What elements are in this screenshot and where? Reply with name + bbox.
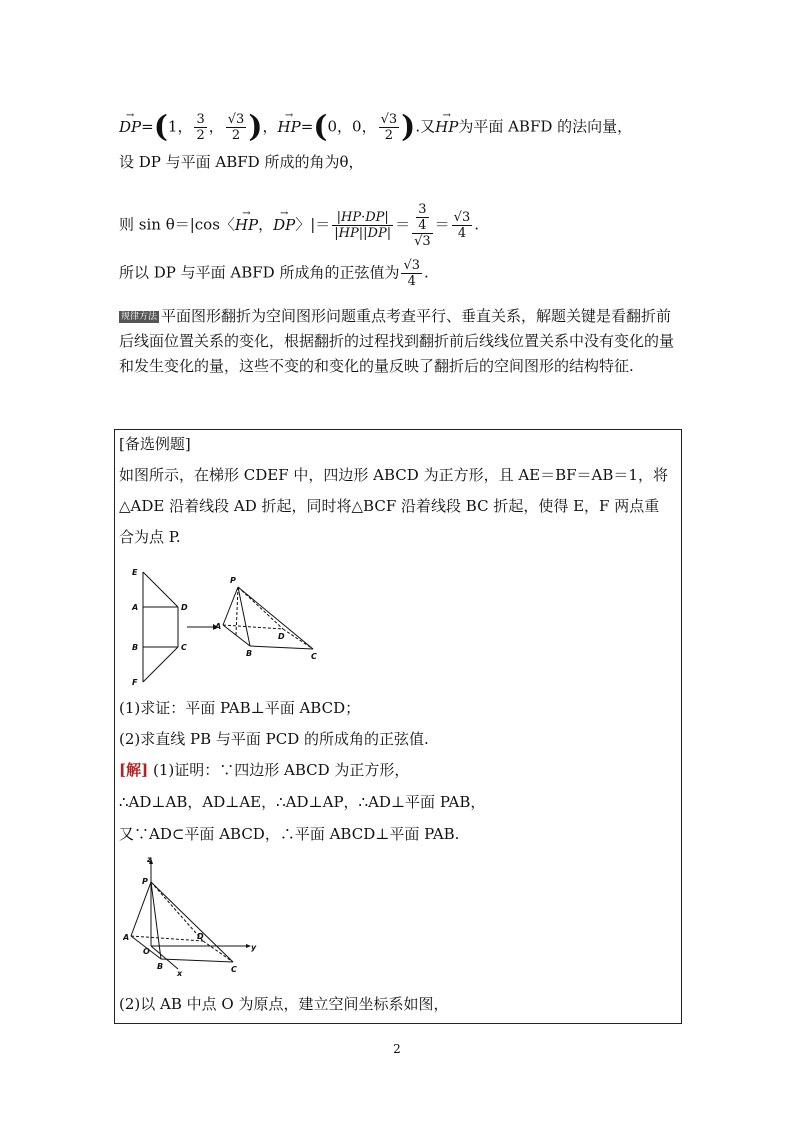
svg-text:A: A	[123, 933, 130, 942]
solution-line-4: (2)以 AB 中点 O 为原点，建立空间坐标系如图，	[119, 995, 449, 1013]
solution-line-3: 又∵AD⊂平面 ABCD，∴平面 ABCD⊥平面 PAB.	[119, 825, 460, 843]
svg-text:B: B	[246, 649, 253, 658]
svg-text:B: B	[157, 962, 164, 971]
svg-text:D: D	[197, 932, 204, 941]
comment-text: 平面图形翻折为空间图形问题重点考查平行、垂直关系，解题关键是看翻折前后线面位置关系的变化，根据翻折的过程找到翻折前后线线位置关系中没有变化的量和发生变化的量，这些不变的和变化的量反映了翻折后的空间图形的结构特征.	[119, 307, 675, 375]
svg-text:x: x	[177, 969, 183, 978]
fraction: $\frac{√3}{2}$	[380, 112, 398, 143]
problem-text-1: 如图所示，在梯形 CDEF 中，四边形 ABCD 为正方形，且 AE＝BF＝AB＝1，将	[119, 466, 668, 484]
vector-dp: → DP	[119, 117, 141, 137]
vector-hp-2: → HP	[435, 117, 458, 137]
svg-text:C: C	[311, 652, 317, 661]
question-1: (1)求证：平面 PAB⊥平面 ABCD；	[119, 699, 361, 717]
svg-text:D: D	[278, 632, 285, 641]
solution-line-2: ∴AD⊥AB，AD⊥AE，∴AD⊥AP，∴AD⊥平面 PAB，	[119, 793, 486, 811]
folding-figure	[123, 567, 343, 687]
svg-text:A: A	[215, 622, 222, 631]
svg-text:P: P	[230, 576, 236, 585]
label-e: E	[132, 568, 138, 577]
angle-definition-line: 设 DP 与平面 ABFD 所成的角为θ，	[119, 153, 364, 171]
svg-text:A: A	[132, 603, 139, 612]
page-number: 2	[393, 1042, 401, 1056]
solution-line-1: [解] (1)证明：∵四边形 ABCD 为正方形，	[119, 761, 410, 779]
problem-text-3: 合为点 P.	[119, 528, 181, 546]
fraction: $\frac{3}{2}$	[196, 112, 205, 143]
fraction: $\frac{√3}{4}$	[403, 258, 421, 289]
comment-tag: 规律方法	[121, 312, 158, 322]
problem-text-2: △ADE 沿着线段 AD 折起，同时将△BCF 沿着线段 BC 折起，使得 E，F 两点重	[119, 497, 660, 515]
svg-text:D: D	[181, 603, 188, 612]
conclusion-line: 所以 DP 与平面 ABFD 所成角的正弦值为 $\frac{√3}{4}$ .	[119, 258, 429, 289]
question-2: (2)求直线 PB 与平面 PCD 的所成角的正弦值.	[119, 730, 429, 748]
example-title: [备选例题]	[119, 435, 191, 453]
svg-text:F: F	[132, 678, 138, 687]
vector-line: → DP=(1， $\frac{3}{2}$ ， $\frac{√3}{2}$ )，→ HP=(0，0， $\frac{√3}{2}$ ).又→ HP为平面 ABFD 的法向量，	[119, 112, 632, 143]
svg-text:C: C	[231, 965, 237, 974]
svg-text:O: O	[143, 947, 150, 956]
coordinate-figure	[123, 854, 273, 984]
svg-text:z: z	[147, 855, 152, 864]
svg-text:P: P	[142, 877, 148, 886]
fraction-main: $\frac{|HP\cdot DP|}{|HP||DP|}$	[334, 210, 392, 241]
solution-tag: [解]	[119, 761, 149, 779]
sine-formula-line: 则 sin θ＝|cos〈→ HP，→ DP〉|＝ $\frac{|HP\cdot DP|}{|HP||DP|}$ ＝ $\frac{\frac{3}{4}}{√3}$ ＝ $\frac{√3}{4}$ .	[119, 202, 479, 249]
fraction: $\frac{√3}{2}$	[227, 112, 245, 143]
svg-text:C: C	[181, 643, 187, 652]
method-comment	[119, 304, 679, 379]
vector-hp: → HP	[278, 117, 301, 137]
fraction-nested: $\frac{\frac{3}{4}}{√3}$	[414, 202, 431, 249]
example-box	[114, 429, 682, 1024]
svg-text:y: y	[251, 943, 257, 952]
svg-text:B: B	[132, 643, 139, 652]
fraction-result: $\frac{√3}{4}$	[453, 210, 471, 241]
